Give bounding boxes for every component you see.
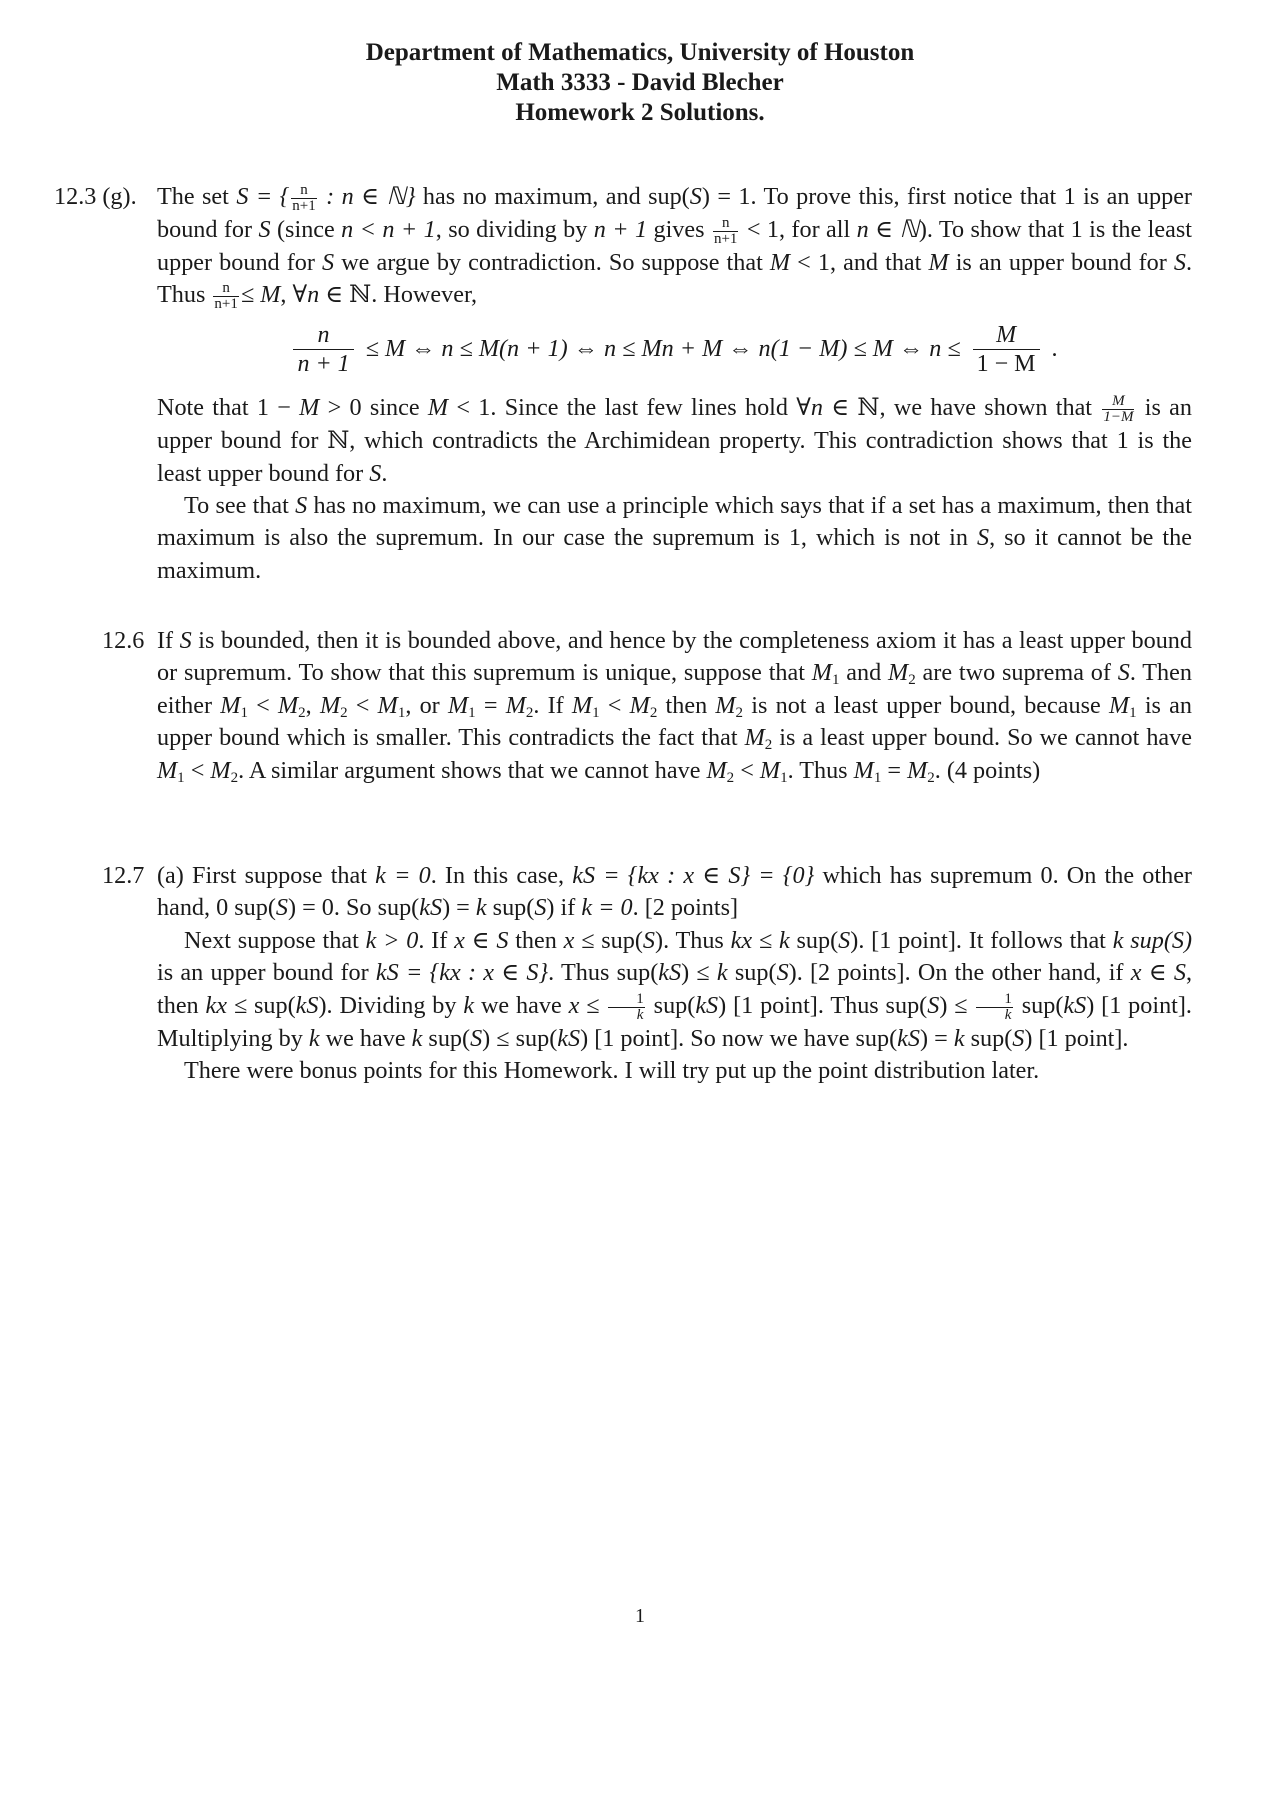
fraction: $\frac{1}{k}$	[608, 992, 645, 1023]
fraction: $\frac{n}{n + 1}$	[293, 321, 353, 378]
problem-label: 12.3 (g).	[54, 183, 137, 210]
fraction: $\frac{1}{k}$	[976, 992, 1013, 1023]
paragraph: (a) First suppose that k = 0. In this case, kS = {kx : x ∈ S} = {0} which has supremum 0. On the other hand, 0 sup(S) = 0. So sup(kS) = k sup(S) if k = 0. [2 points]	[157, 862, 1192, 922]
problem-label: 12.6	[102, 627, 145, 654]
problem-12-6	[102, 625, 1193, 787]
header-course: Math 3333 - David Blecher	[496, 69, 784, 96]
fraction: $\frac{M}{1-M}$	[1103, 393, 1134, 426]
paragraph: To see that S has no maximum, we can use a principle which says that if a set has a maximum, then that maximum is also the supremum. In our case the supremum is 1, which is not in S, so it cannot be the maximum.	[157, 492, 1192, 584]
header-title: Homework 2 Solutions.	[515, 99, 765, 126]
problem-12-7	[102, 860, 1193, 1087]
paragraph: Next suppose that k > 0. If x ∈ S then x ≤ sup(S). Thus kx ≤ k sup(S). [1 point]. It follows that k sup(S) is an upper bound for kS = {kx : x ∈ S}. Thus sup(kS) ≤ k sup(S). [2 points]. On the other hand, if x ∈ S, then kx ≤ sup(kS). Dividing by k we have x ≤ $\frac{1}{k}$ sup(kS) [1 point]. Thus sup(S) ≤ $\frac{1}{k}$ sup(kS) [1 point]. Multiplying by k we have k sup(S) ≤ sup(kS) [1 point]. So now we have sup(kS) = k sup(S) [1 point].	[157, 926, 1193, 1052]
fraction: $\frac{n}{n+1}$	[292, 181, 316, 214]
header-department: Department of Mathematics, University of Houston	[365, 39, 915, 66]
display-equation: $\frac{n}{n + 1}$ ≤ M ⇔ n ≤ M(n + 1) ⇔ n ≤ Mn + M ⇔ n(1 − M) ≤ M ⇔ n ≤ $\frac{M}{1 - M}$ .	[157, 313, 1192, 385]
problem-label: 12.7	[102, 862, 145, 889]
document-header	[0, 38, 1280, 128]
fraction: $\frac{n}{n+1}$	[214, 280, 238, 313]
paragraph: Note that 1 − M > 0 since M < 1. Since the last few lines hold ∀n ∈ ℕ, we have shown that $\frac{M}{1-M}$ is an upper bound for ℕ, which contradicts the Archimidean property. This contradiction shows that 1 is the least upper bound for S.	[157, 393, 1192, 487]
paragraph: If S is bounded, then it is bounded above, and hence by the completeness axiom it has a least upper bound or supremum. To show that this supremum is unique, suppose that $M_1$ and $M_2$ are two suprema of S. Then either $M_1 < M_2$, $M_2 < M_1$, or $M_1 = M_2$. If $M_1 < M_2$ then $M_2$ is not a least upper bound, because $M_1$ is an upper bound which is smaller. This contradicts the fact that $M_2$ is a least upper bound. So we cannot have $M_1 < M_2$. A similar argument shows that we cannot have $M_2 < M_1$. Thus $M_1 = M_2$. (4 points)	[157, 627, 1193, 786]
page-number: 1	[635, 1605, 645, 1627]
paragraph: The set S = { $\frac{n}{n+1}$ : n ∈ ℕ} has no maximum, and sup(S) = 1. To prove this, first notice that 1 is an upper bound for S (since n < n + 1, so dividing by n + 1 gives $\frac{n}{n+1}$ < 1, for all n ∈ ℕ). To show that 1 is the least upper bound for S we argue by contradiction. So suppose that M < 1, and that M is an upper bound for S. Thus $\frac{n}{n+1}$ ≤ M, ∀n ∈ ℕ. However,	[157, 181, 1192, 313]
problem-12-3g	[54, 181, 1192, 587]
paragraph: There were bonus points for this Homework. I will try put up the point distribution later.	[184, 1056, 1040, 1084]
fraction: $\frac{n}{n+1}$	[713, 214, 738, 247]
fraction: $\frac{M}{1 - M}$	[973, 321, 1040, 378]
